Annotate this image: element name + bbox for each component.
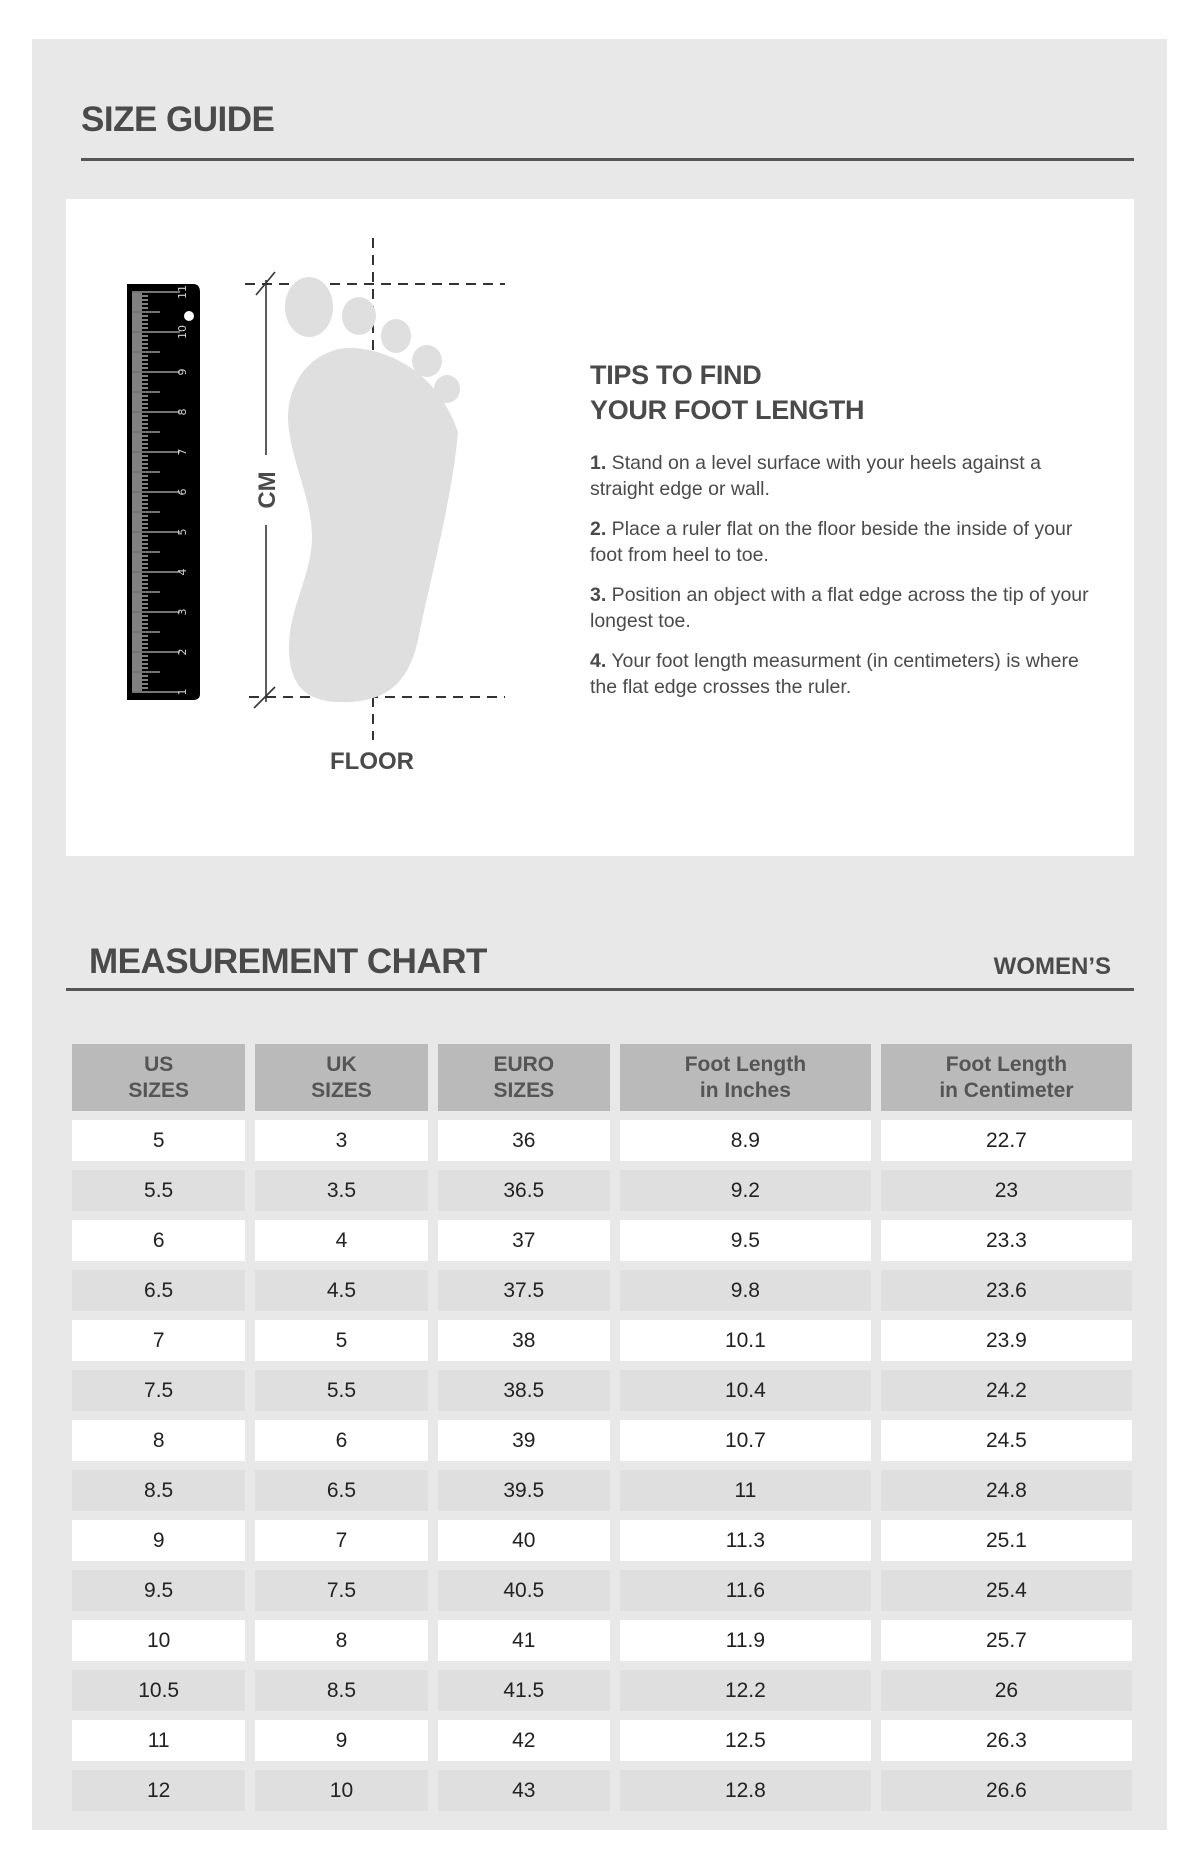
svg-text:8: 8 <box>176 408 189 416</box>
foot-measurement-illustration <box>120 235 540 795</box>
table-cell: 9 <box>72 1520 245 1561</box>
tip-item-2 <box>590 516 1100 568</box>
table-cell: 7.5 <box>255 1570 427 1611</box>
table-cell: 23 <box>881 1170 1132 1211</box>
tip-item-3 <box>590 582 1100 634</box>
svg-text:4: 4 <box>176 568 189 576</box>
table-cell: 5.5 <box>72 1170 245 1211</box>
table-cell: 38 <box>438 1320 610 1361</box>
column-header-us: US SIZES <box>72 1044 245 1111</box>
svg-text:6: 6 <box>176 488 189 496</box>
table-cell: 25.1 <box>881 1520 1132 1561</box>
title-divider <box>81 158 1134 161</box>
table-cell: 25.4 <box>881 1570 1132 1611</box>
table-cell: 9.5 <box>620 1220 871 1261</box>
table-cell: 12 <box>72 1770 245 1811</box>
table-cell: 23.9 <box>881 1320 1132 1361</box>
tip-item-1 <box>590 450 1100 502</box>
table-cell: 6 <box>72 1220 245 1261</box>
table-cell: 7 <box>255 1520 427 1561</box>
table-cell: 3 <box>255 1120 427 1161</box>
table-cell: 10.7 <box>620 1420 871 1461</box>
table-cell: 23.6 <box>881 1270 1132 1311</box>
table-cell: 43 <box>438 1770 610 1811</box>
table-cell: 11.6 <box>620 1570 871 1611</box>
table-cell: 11.9 <box>620 1620 871 1661</box>
table-cell: 8 <box>72 1420 245 1461</box>
tip-number: 3. <box>590 584 607 606</box>
table-cell: 12.2 <box>620 1670 871 1711</box>
svg-text:9: 9 <box>176 368 189 376</box>
column-header-inches: Foot Length in Inches <box>620 1044 871 1111</box>
table-cell: 10.1 <box>620 1320 871 1361</box>
table-cell: 5 <box>72 1120 245 1161</box>
table-cell: 9.8 <box>620 1270 871 1311</box>
svg-text:2: 2 <box>176 648 189 656</box>
tip-text: Your foot length measurment (in centimeters) is where the flat edge crosses the ruler. <box>590 650 1079 698</box>
table-cell: 42 <box>438 1720 610 1761</box>
table-cell: 7 <box>72 1320 245 1361</box>
svg-text:1: 1 <box>176 688 189 696</box>
table-cell: 8.5 <box>255 1670 427 1711</box>
table-cell: 41 <box>438 1620 610 1661</box>
table-row <box>72 1520 1132 1561</box>
table-cell: 24.2 <box>881 1370 1132 1411</box>
table-row <box>72 1470 1132 1511</box>
chart-divider <box>66 988 1134 991</box>
svg-text:10: 10 <box>176 325 189 339</box>
table-cell: 26 <box>881 1670 1132 1711</box>
table-cell: 8 <box>255 1620 427 1661</box>
table-row <box>72 1270 1132 1311</box>
table-cell: 39.5 <box>438 1470 610 1511</box>
table-cell: 3.5 <box>255 1170 427 1211</box>
table-cell: 9 <box>255 1720 427 1761</box>
table-cell: 11 <box>72 1720 245 1761</box>
table-cell: 12.5 <box>620 1720 871 1761</box>
measurement-chart-title: MEASUREMENT CHART <box>89 942 487 981</box>
table-cell: 5 <box>255 1320 427 1361</box>
table-row <box>72 1420 1132 1461</box>
table-row <box>72 1620 1132 1661</box>
table-row <box>72 1170 1132 1211</box>
cm-label: CM <box>254 471 281 509</box>
category-label: WOMEN’S <box>993 953 1111 980</box>
tips-heading-line2: YOUR FOOT LENGTH <box>590 395 865 425</box>
floor-label: FLOOR <box>330 748 414 775</box>
table-row <box>72 1370 1132 1411</box>
column-header-uk: UK SIZES <box>255 1044 427 1111</box>
table-row <box>72 1320 1132 1361</box>
table-cell: 24.8 <box>881 1470 1132 1511</box>
table-row <box>72 1770 1132 1811</box>
svg-text:7: 7 <box>176 448 189 456</box>
tip-item-4 <box>590 648 1100 700</box>
table-cell: 10.5 <box>72 1670 245 1711</box>
table-cell: 6 <box>255 1420 427 1461</box>
table-cell: 36 <box>438 1120 610 1161</box>
column-header-cm: Foot Length in Centimeter <box>881 1044 1132 1111</box>
table-cell: 25.7 <box>881 1620 1132 1661</box>
table-cell: 38.5 <box>438 1370 610 1411</box>
svg-text:5: 5 <box>176 528 189 536</box>
table-cell: 36.5 <box>438 1170 610 1211</box>
tips-section <box>590 358 1100 714</box>
table-cell: 23.3 <box>881 1220 1132 1261</box>
tip-number: 2. <box>590 518 607 540</box>
table-cell: 8.9 <box>620 1120 871 1161</box>
tip-text: Stand on a level surface with your heels against a straight edge or wall. <box>590 452 1041 500</box>
table-cell: 41.5 <box>438 1670 610 1711</box>
table-cell: 11.3 <box>620 1520 871 1561</box>
table-cell: 10.4 <box>620 1370 871 1411</box>
tip-number: 4. <box>590 650 607 672</box>
table-cell: 40 <box>438 1520 610 1561</box>
table-cell: 4.5 <box>255 1270 427 1311</box>
table-cell: 6.5 <box>72 1270 245 1311</box>
table-cell: 22.7 <box>881 1120 1132 1161</box>
table-cell: 9.5 <box>72 1570 245 1611</box>
table-row <box>72 1570 1132 1611</box>
table-cell: 37 <box>438 1220 610 1261</box>
tip-text: Place a ruler flat on the floor beside the inside of your foot from heel to toe. <box>590 518 1073 566</box>
table-cell: 40.5 <box>438 1570 610 1611</box>
ruler-icon <box>127 284 200 700</box>
table-cell: 12.8 <box>620 1770 871 1811</box>
table-cell: 11 <box>620 1470 871 1511</box>
table-cell: 5.5 <box>255 1370 427 1411</box>
svg-text:11: 11 <box>176 285 189 299</box>
table-cell: 10 <box>255 1770 427 1811</box>
table-row <box>72 1720 1132 1761</box>
table-cell: 8.5 <box>72 1470 245 1511</box>
table-cell: 4 <box>255 1220 427 1261</box>
table-row <box>72 1670 1132 1711</box>
table-cell: 7.5 <box>72 1370 245 1411</box>
table-cell: 24.5 <box>881 1420 1132 1461</box>
table-cell: 26.3 <box>881 1720 1132 1761</box>
table-cell: 37.5 <box>438 1270 610 1311</box>
size-table <box>62 1035 1142 1820</box>
svg-text:3: 3 <box>176 608 189 616</box>
table-cell: 39 <box>438 1420 610 1461</box>
tip-number: 1. <box>590 452 607 474</box>
table-header-row <box>72 1044 1132 1111</box>
table-cell: 26.6 <box>881 1770 1132 1811</box>
tips-heading <box>590 358 1100 428</box>
page-title: SIZE GUIDE <box>81 100 275 139</box>
table-row <box>72 1220 1132 1261</box>
tip-text: Position an object with a flat edge across the tip of your longest toe. <box>590 584 1089 632</box>
table-cell: 6.5 <box>255 1470 427 1511</box>
table-row <box>72 1120 1132 1161</box>
tips-heading-line1: TIPS TO FIND <box>590 360 762 390</box>
table-cell: 9.2 <box>620 1170 871 1211</box>
table-cell: 10 <box>72 1620 245 1661</box>
column-header-euro: EURO SIZES <box>438 1044 610 1111</box>
